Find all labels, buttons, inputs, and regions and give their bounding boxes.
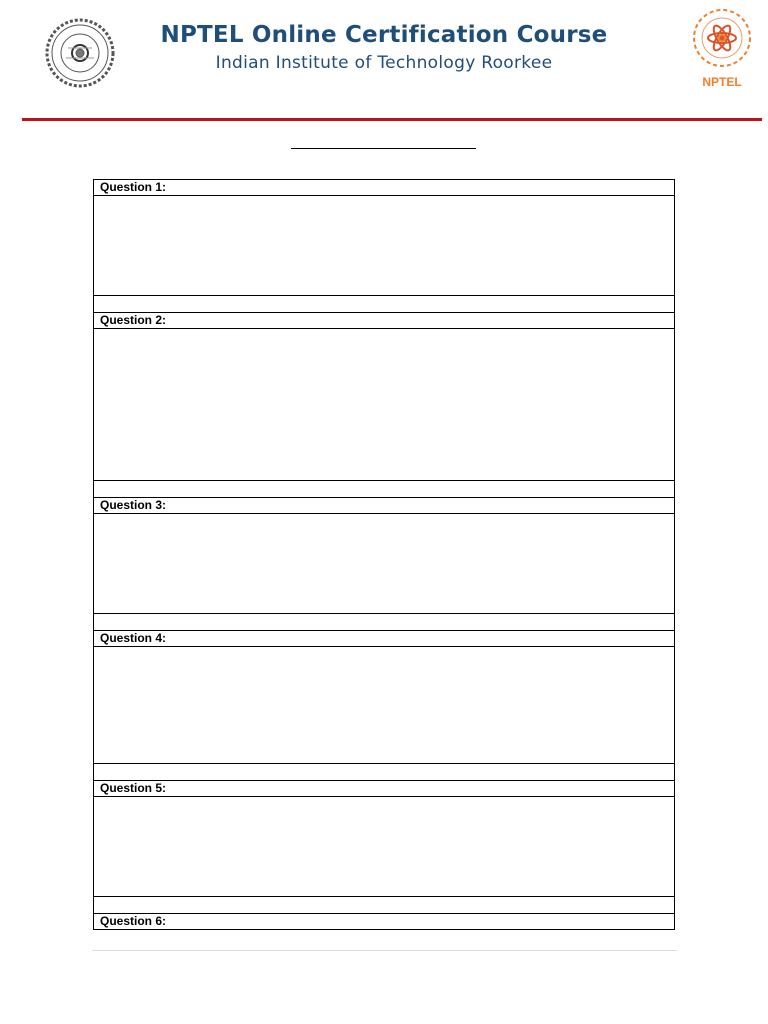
- question-table: [93, 179, 675, 930]
- institute-subtitle: Indian Institute of Technology Roorkee: [215, 53, 553, 73]
- nptel-logo-icon: [686, 8, 758, 70]
- page-title: NPTEL Online Certification Course: [160, 22, 608, 48]
- question-1-spacer: [94, 296, 675, 313]
- question-6-label: Question 6:: [94, 914, 675, 930]
- question-4-label: Question 4:: [94, 631, 675, 647]
- question-5-answer-area[interactable]: [94, 797, 675, 897]
- question-3-spacer: [94, 614, 675, 631]
- header-divider: [22, 118, 762, 121]
- question-5-label: Question 5:: [94, 781, 675, 797]
- question-3-label: Question 3:: [94, 498, 675, 514]
- nptel-logo-text: NPTEL: [702, 75, 742, 89]
- question-2-spacer: [94, 481, 675, 498]
- nptel-logo: [686, 8, 758, 88]
- title-blank-line: [291, 148, 476, 149]
- question-5-spacer: [94, 897, 675, 914]
- question-2-label: Question 2:: [94, 313, 675, 329]
- question-1-answer-area[interactable]: [94, 196, 675, 296]
- question-4-spacer: [94, 764, 675, 781]
- question-2-answer-area[interactable]: [94, 329, 675, 481]
- question-3-answer-area[interactable]: [94, 514, 675, 614]
- footer-divider: [92, 950, 677, 951]
- question-4-answer-area[interactable]: [94, 647, 675, 764]
- question-1-label: Question 1:: [94, 180, 675, 196]
